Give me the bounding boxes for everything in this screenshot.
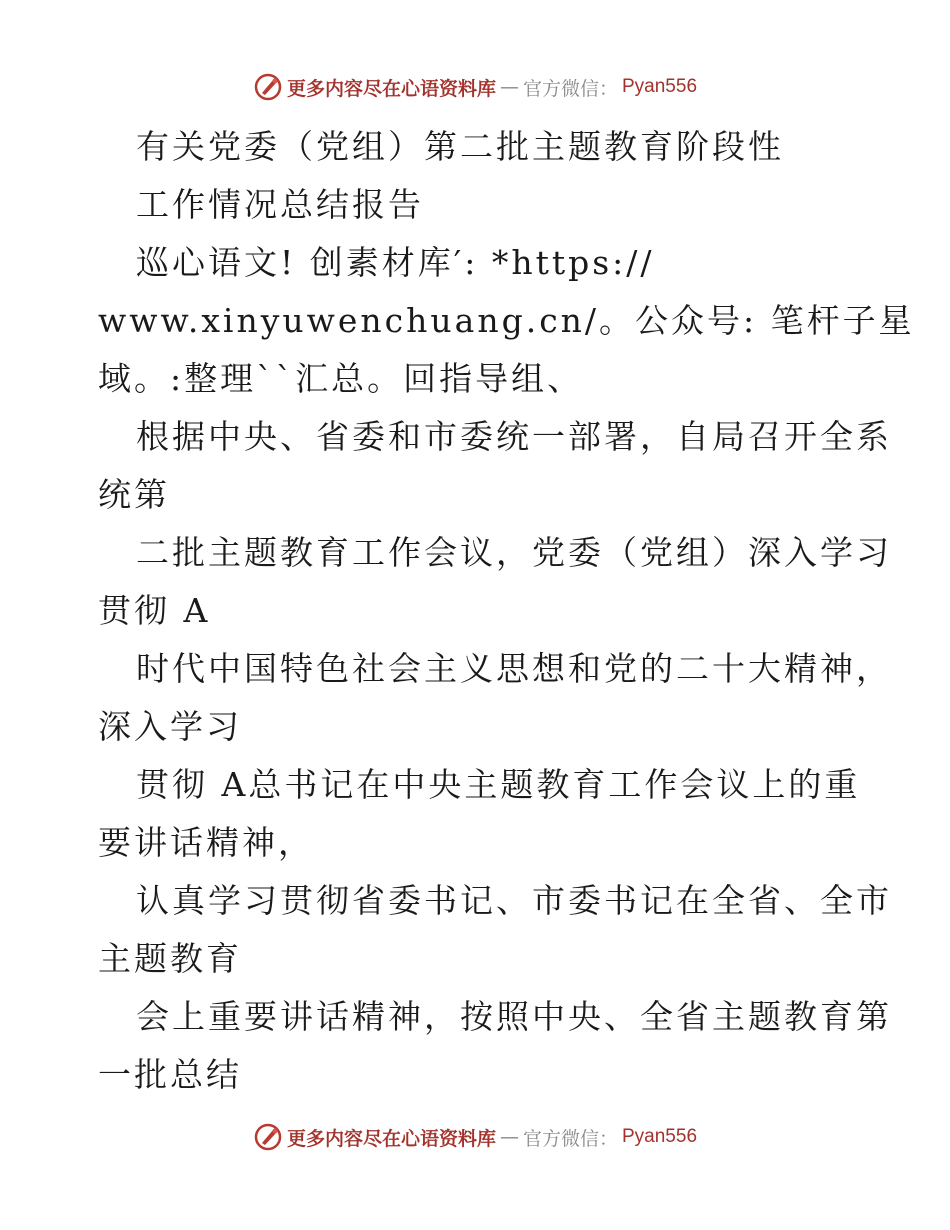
body-line: www.xinyuwenchuang.cn/。公众号: 笔杆子星 — [98, 301, 915, 340]
watermark-wechat-id: Pyan556 — [622, 76, 698, 97]
watermark-dash: — — [499, 76, 519, 98]
body-line: 统第 — [98, 475, 170, 514]
document-title-line-2: 工作情况总结报告 — [136, 185, 424, 224]
body-line: 要讲话精神， — [98, 823, 314, 862]
watermark-official: 官方微信： — [522, 77, 618, 100]
body-line: 时代中国特色社会主义思想和党的二十大精神， — [136, 649, 892, 688]
document-title-line-1: 有关党委（党组）第二批主题教育阶段性 — [136, 127, 784, 166]
body-line: 域。:整理``汇总。回指导组、 — [98, 359, 584, 398]
body-line: 根据中央、省委和市委统一部署，自局召开全系 — [136, 417, 892, 456]
watermark-dash: — — [499, 1126, 519, 1148]
watermark-official: 官方微信： — [522, 1127, 618, 1150]
body-line: 会上重要讲话精神，按照中央、全省主题教育第 — [136, 997, 892, 1036]
watermark-wechat-id: Pyan556 — [622, 1126, 698, 1147]
watermark-brand: 更多内容尽在心语资料库 — [286, 77, 496, 100]
body-line: 贯彻 A总书记在中央主题教育工作会议上的重 — [136, 765, 861, 804]
body-line: 一批总结 — [98, 1055, 242, 1094]
pen-logo-icon — [253, 1122, 283, 1152]
body-line: 认真学习贯彻省委书记、市委书记在全省、全市 — [136, 881, 892, 920]
footer-watermark — [0, 1122, 950, 1152]
body-line: 贯彻 A — [98, 591, 211, 630]
header-watermark — [0, 72, 950, 102]
body-line: 主题教育 — [98, 939, 242, 978]
document-body — [98, 118, 915, 1104]
pen-logo-icon — [253, 72, 283, 102]
body-line: 二批主题教育工作会议，党委（党组）深入学习 — [136, 533, 892, 572]
body-line: 深入学习 — [98, 707, 242, 746]
body-line: 巡心语文! 创素材库′: *https:// — [136, 243, 655, 282]
watermark-brand: 更多内容尽在心语资料库 — [286, 1127, 496, 1150]
